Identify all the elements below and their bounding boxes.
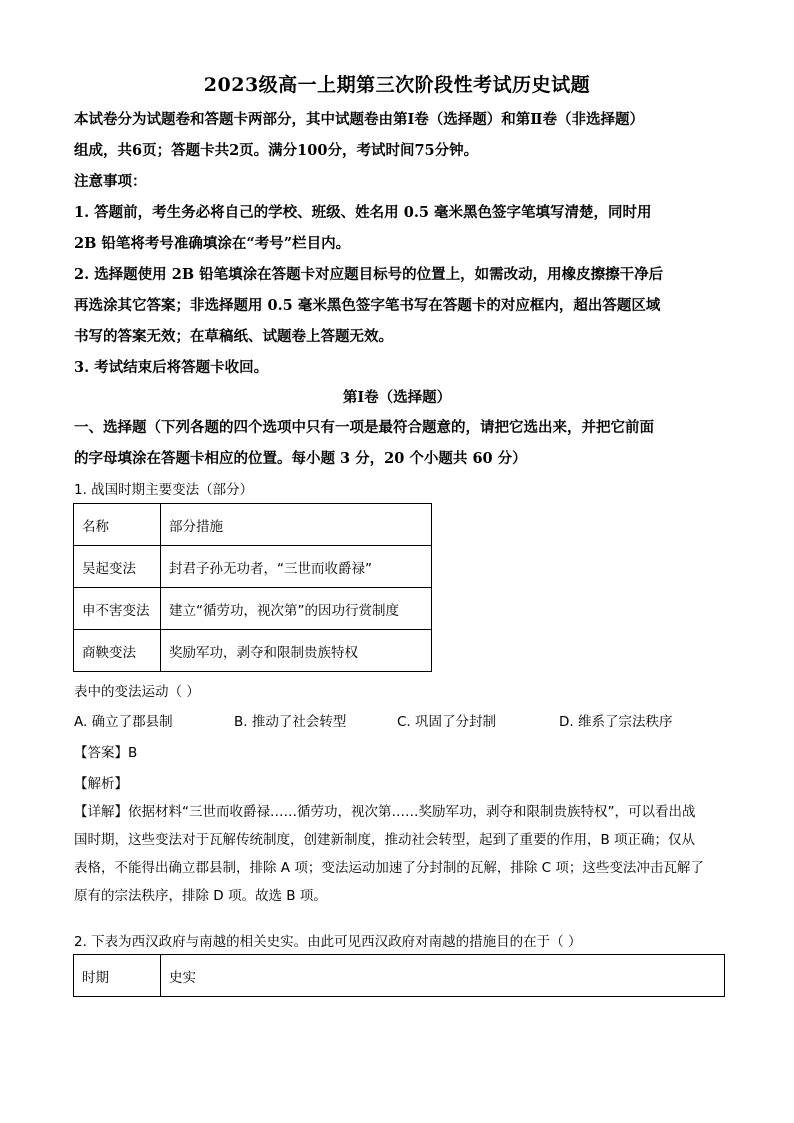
question-1-stem: 1. 战国时期主要变法（部分） (74, 482, 254, 498)
option-d: D. 维系了宗法秩序 (559, 714, 673, 730)
section-heading: 第Ⅰ卷（选择题） (342, 389, 452, 406)
table-cell: 商鞅变法 (74, 630, 161, 672)
question-2-table (73, 954, 725, 997)
table-cell: 建立“循劳功，视次第”的因功行赏制度 (161, 588, 432, 630)
table-row (74, 546, 432, 588)
section-instr-line: 的字母填涂在答题卡相应的位置。每小题 3 分，20 个小题共 60 分） (74, 450, 527, 467)
intro-line: 本试卷分为试题卷和答题卡两部分，其中试题卷由第Ⅰ卷（选择题）和第Ⅱ卷（非选择题） (74, 111, 644, 128)
analysis-detail (74, 798, 724, 910)
question-1-table (73, 503, 432, 672)
table-cell: 名称 (74, 504, 161, 546)
table-cell: 部分措施 (161, 504, 432, 546)
question-1-prompt: 表中的变法运动（ ） (74, 684, 200, 700)
notice-item-2-cont: 书写的答案无效；在草稿纸、试题卷上答题无效。 (74, 328, 393, 345)
intro-line: 组成，共6页；答题卡共2页。满分100分，考试时间75分钟。 (74, 142, 479, 159)
exam-instructions (74, 104, 724, 383)
notice-item-1-cont: 2B 铅笔将考号准确填涂在“考号”栏目内。 (74, 235, 351, 252)
table-cell: 史实 (161, 955, 725, 997)
analysis-label: 【解析】 (74, 776, 128, 792)
option-c: C. 巩固了分封制 (397, 714, 497, 730)
notice-item-1: 1. 答题前，考生务必将自己的学校、班级、姓名用 0.5 毫米黑色签字笔填写清楚，同时用 (74, 204, 652, 221)
table-cell: 吴起变法 (74, 546, 161, 588)
section-instr-line: 一、选择题（下列各题的四个选项中只有一项是最符合题意的，请把它选出来，并把它前面 (74, 419, 654, 436)
table-cell: 奖励军功，剥夺和限制贵族特权 (161, 630, 432, 672)
table-cell: 封君子孙无功者，“三世而收爵禄” (161, 546, 432, 588)
notice-label: 注意事项： (74, 173, 147, 190)
notice-item-2: 2. 选择题使用 2B 铅笔填涂在答题卡对应题目标号的位置上，如需改动，用橡皮擦擦干净后 (74, 266, 664, 283)
table-row (74, 504, 432, 546)
analysis-line: 原有的宗法秩序，排除 D 项。故选 B 项。 (74, 888, 327, 904)
analysis-line: 国时期，这些变法对于瓦解传统制度，创建新制度，推动社会转型，起到了重要的作用，B 项正确；仅从 (74, 832, 696, 848)
section-instructions (74, 412, 724, 474)
table-row (74, 955, 725, 997)
table-row (74, 630, 432, 672)
option-a: A. 确立了郡县制 (74, 714, 173, 730)
analysis-line: 表格，不能得出确立郡县制，排除 A 项；变法运动加速了分封制的瓦解，排除 C 项；这些变法冲击瓦解了 (74, 860, 704, 876)
analysis-line: 【详解】依据材料“三世而收爵禄……循劳功，视次第……奖励军功，剥夺和限制贵族特权”，可以看出战 (74, 804, 696, 820)
page-title: 2023级高一上期第三次阶段性考试历史试题 (203, 74, 591, 96)
answer-label: 【答案】B (74, 745, 138, 761)
table-cell: 时期 (74, 955, 161, 997)
option-b: B. 推动了社会转型 (234, 714, 347, 730)
notice-item-3: 3. 考试结束后将答题卡收回。 (74, 359, 269, 376)
notice-item-2-cont: 再选涂其它答案；非选择题用 0.5 毫米黑色签字笔书写在答题卡的对应框内，超出答题区域 (74, 297, 661, 314)
table-row (74, 588, 432, 630)
table-cell: 申不害变法 (74, 588, 161, 630)
question-2-stem: 2. 下表为西汉政府与南越的相关史实。由此可见西汉政府对南越的措施目的在于（ ） (74, 934, 582, 950)
